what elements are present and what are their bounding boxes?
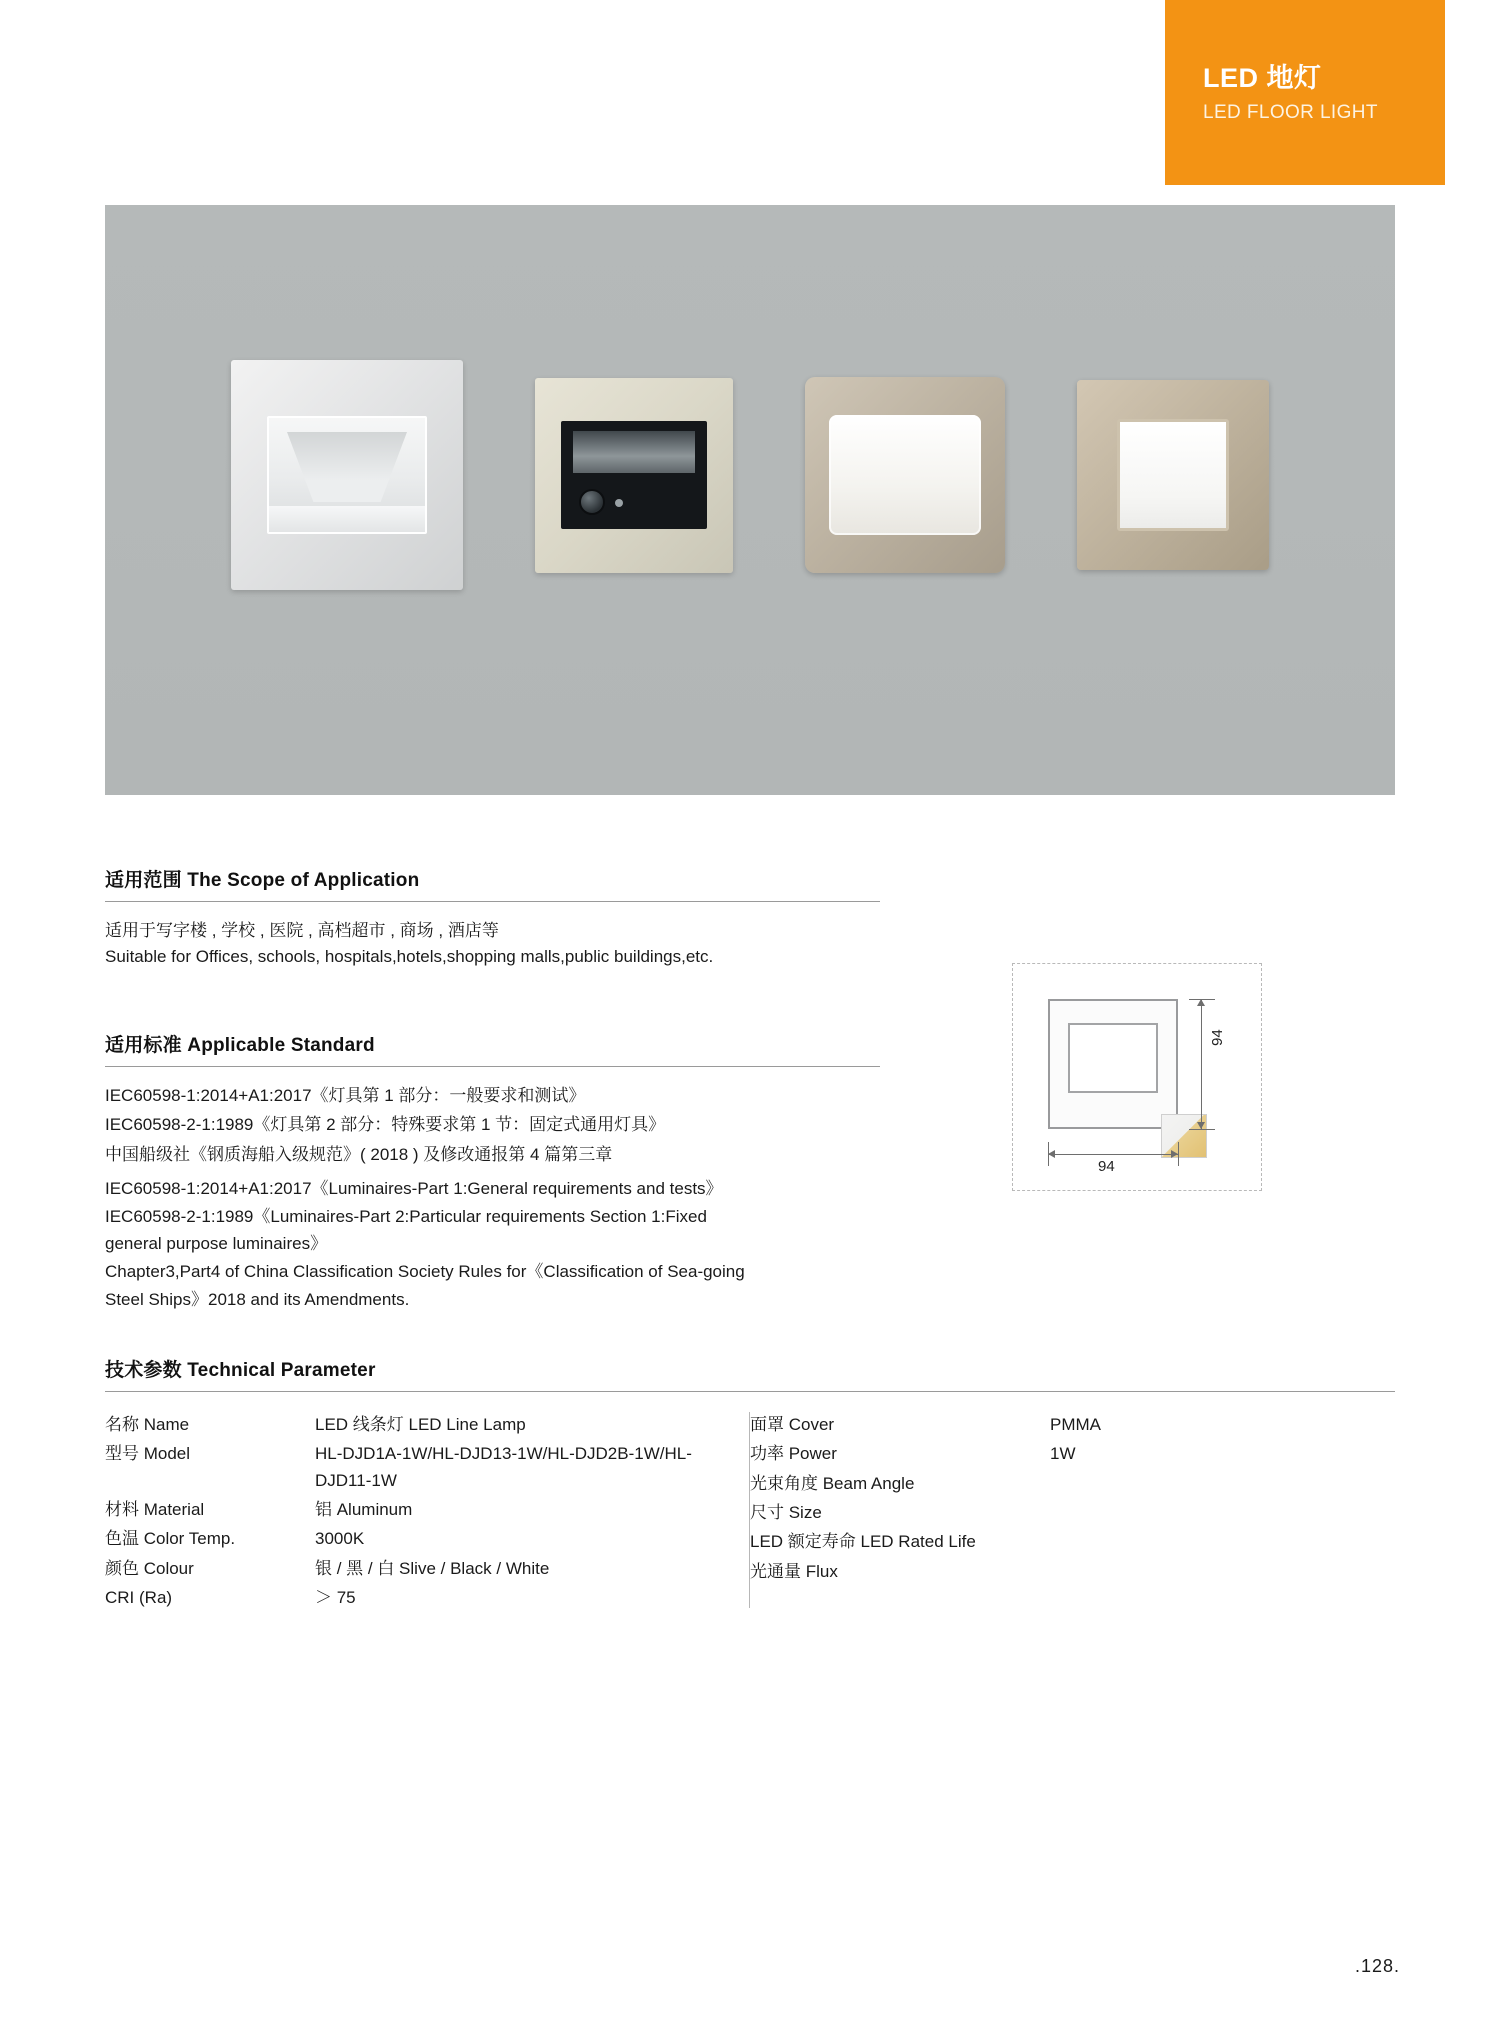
header-title-en: LED FLOOR LIGHT [1203,102,1378,124]
table-row [750,1441,1365,1467]
param-value: PMMA [1050,1415,1101,1434]
technical-title: 技术参数 Technical Parameter [105,1355,1395,1392]
standard-line: IEC60598-1:2014+A1:2017《灯具第 1 部分：一般要求和测试》 [105,1086,586,1105]
standard-line: IEC60598-2-1:1989《Luminaires-Part 2:Particular requirements Section 1:Fixed [105,1206,707,1226]
dimension-arrow-horizontal-icon [1048,1154,1178,1155]
standard-line: 中国船级社《钢质海船入级规范》( 2018 ) 及修改通报第 4 篇第三章 [105,1144,613,1164]
header-badge [1165,0,1445,185]
technical-column-right [750,1412,1395,1614]
product-image-champagne-wide [805,377,1005,573]
dimension-arrow-vertical-icon [1201,999,1202,1129]
standard-title: 适用标准 Applicable Standard [105,1030,880,1067]
table-row [105,1556,720,1582]
technical-column-left [105,1412,750,1614]
dimension-width-label: 94 [1098,1158,1115,1175]
table-row [750,1471,1365,1497]
standard-line: Chapter3,Part4 of China Classification Society Rules for《Classification of Sea-going [105,1261,745,1281]
scope-title: 适用范围 The Scope of Application [105,865,880,902]
technical-parameter-section [105,1355,1395,1614]
param-value: HL-DJD1A-1W/HL-DJD13-1W/HL-DJD2B-1W/HL-DJD11-1W [315,1444,692,1490]
param-key: 名称 Name [105,1415,190,1434]
product-lens-white [267,416,427,534]
scope-line-en: Suitable for Offices, schools, hospitals,hotels,shopping malls,public buildings,etc. [105,947,714,967]
standard-line: IEC60598-1:2014+A1:2017《Luminaires-Part 1:General requirements and tests》 [105,1179,723,1199]
table-row [105,1526,720,1552]
param-key: 颜色 Colour [105,1558,194,1578]
product-photo-row [105,335,1395,615]
standard-body [105,1083,880,1312]
product-image-beige-sensor [535,378,733,573]
table-row [750,1529,1365,1555]
param-key: 面罩 Cover [750,1415,835,1434]
dimension-figure-inner [1068,1023,1158,1093]
sensor-slot [573,431,695,473]
param-value: ＞ 75 [315,1588,356,1608]
page-number: .128. [1354,1956,1400,1976]
table-row [750,1412,1365,1438]
table-row [105,1585,720,1611]
param-value: 1W [1050,1444,1076,1464]
dimension-height-label: 94 [1209,1029,1226,1046]
scope-body [105,918,880,971]
table-row [750,1500,1365,1526]
scope-line-cn: 适用于写字楼 , 学校 , 医院 , 高档超市 , 商场 , 酒店等 [105,921,499,940]
scope-section [105,865,880,971]
standard-line: Steel Ships》2018 and its Amendments. [105,1289,410,1309]
standard-section [105,1030,880,1315]
indicator-dot-icon [615,499,623,507]
param-key: 光通量 Flux [750,1561,838,1581]
dimension-figure-outline [1048,999,1178,1129]
technical-table [105,1412,1395,1614]
product-lens-champagne-wide [829,415,981,535]
product-image-champagne-square [1077,380,1269,570]
product-lens-champagne-square [1117,419,1229,531]
standard-line: general purpose luminaires》 [105,1234,328,1254]
param-value: LED 线条灯 LED Line Lamp [315,1415,526,1434]
param-value: 银 / 黑 / 白 Slive / Black / White [315,1558,550,1578]
param-value: 铝 Aluminum [315,1500,413,1520]
header-title-cn: LED 地灯 [1203,62,1322,93]
table-row [105,1441,720,1494]
param-key: 光束角度 Beam Angle [750,1473,915,1493]
dimension-tick-right [1178,1142,1179,1166]
motion-sensor-icon [579,489,605,515]
standard-line: IEC60598-2-1:1989《灯具第 2 部分：特殊要求第 1 节：固定式通用灯具》 [105,1115,666,1135]
param-key: 型号 Model [105,1444,191,1464]
param-key: 尺寸 Size [750,1503,822,1523]
product-lens-beige [561,421,707,529]
table-row [750,1559,1365,1585]
param-key: 色温 Color Temp. [105,1529,236,1549]
param-key: 功率 Power [750,1444,837,1464]
dimension-drawing [1012,963,1262,1191]
table-row [105,1412,720,1438]
param-key: CRI (Ra) [105,1588,173,1608]
param-key: LED 额定寿命 LED Rated Life [750,1532,976,1552]
param-value: 3000K [315,1529,365,1549]
table-row [105,1497,720,1523]
param-key: 材料 Material [105,1500,205,1520]
product-image-white-recessed [231,360,463,590]
dimension-tick-bottom [1189,1129,1215,1130]
product-photo-band [105,205,1395,795]
